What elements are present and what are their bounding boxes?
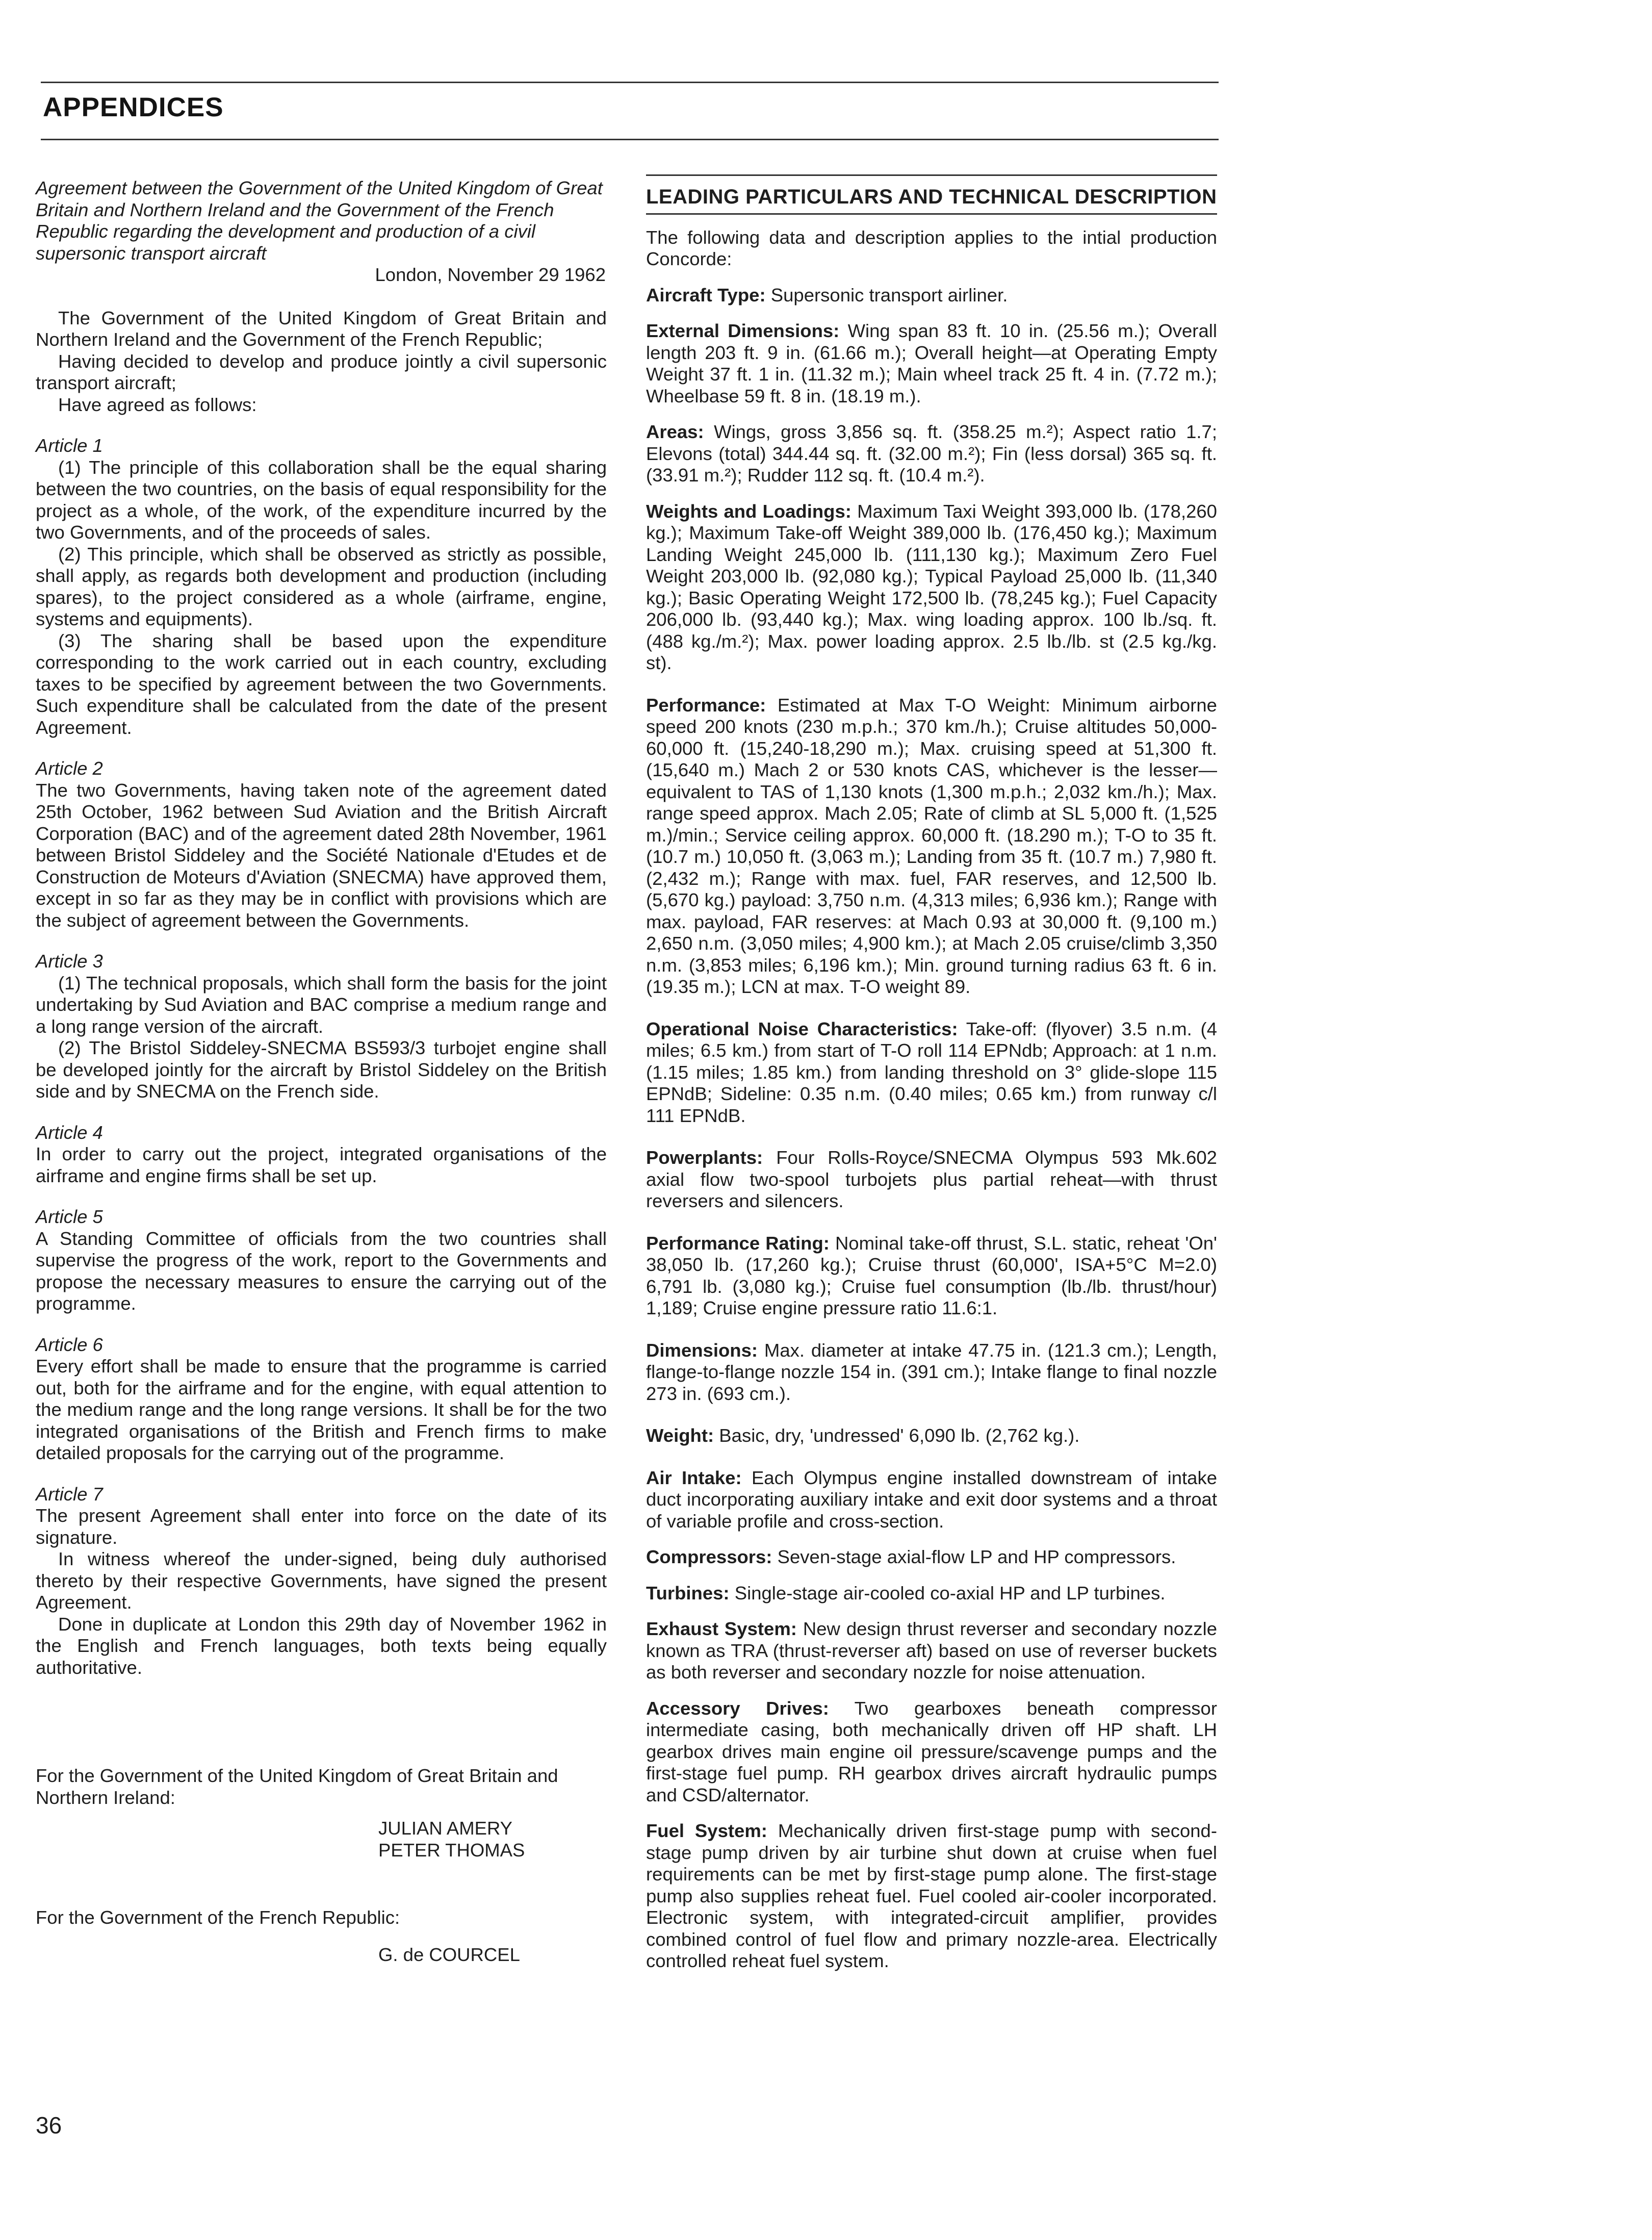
article-4 [36,1122,607,1187]
article-6 [36,1334,607,1464]
preamble-paragraph: Have agreed as follows: [58,394,257,415]
spec-label: External Dimensions: [646,320,840,341]
article-title: Article 7 [36,1483,103,1505]
article-1 [36,435,607,739]
spec-label: Weight: [646,1425,714,1446]
preamble-paragraph: Having decided to develop and produce jointly a civil supersonic transport aircraft; [36,350,607,393]
spec-label: Performance: [646,694,766,716]
spec-label: Fuel System: [646,1820,767,1841]
article-title: Article 3 [36,951,103,972]
agreement-title: Agreement between the Government of the United Kingdom of Great Britain and Northern Ireland and the Government of the French Republic regarding the development and production of a civil supersonic transport aircraft [36,177,603,264]
spec-label: Performance Rating: [646,1232,830,1254]
spec-dimensions [646,1340,1217,1405]
article-title: Article 4 [36,1122,103,1143]
spec-areas [646,421,1217,487]
article-5 [36,1206,607,1315]
signature-block-fr [36,1907,607,1966]
spec-air-intake [646,1467,1217,1533]
spec-text: Maximum Taxi Weight 393,000 lb. (178,260 kg.); Maximum Take-off Weight 389,000 lb. (176,450 kg.); Maximum Landing Weight 245,000 lb. (111,130 kg.); Maximum Zero Fuel Weight 203,000 lb. (92,080 kg.); Typical Payload 25,000 lb. (11,340 kg.); Basic Operating Weight 172,500 lb. (78,245 kg.); Fuel Capacity 206,000 lb. (93,440 kg.); Max. wing loading approx. 100 lb./sq. ft. (488 kg./m.²); Max. power loading approx. 2.5 lb./lb. st (2.5 kg./kg. st). [646,500,1217,673]
spec-label: Weights and Loadings: [646,500,851,522]
article-paragraph: A Standing Committee of officials from the two countries shall supervise the progress of the work, report to the Governments and propose the necessary measures to ensure the carrying out of the programme. [36,1228,607,1314]
spec-text: Seven-stage axial-flow LP and HP compressors. [777,1546,1176,1567]
spec-powerplants [646,1147,1217,1212]
article-paragraph: (1) The technical proposals, which shall form the basis for the joint undertaking by Sud Aviation and BAC comprise a medium range and a long range version of the aircraft. [36,972,607,1037]
top-rule [41,82,1219,83]
spec-label: Accessory Drives: [646,1697,829,1719]
article-title: Article 2 [36,758,103,779]
signatory-name: PETER THOMAS [378,1839,525,1861]
spec-text: Nominal take-off thrust, S.L. static, reheat 'On' 38,050 lb. (17,260 kg.); Cruise thrust (60,000', ISA+5°C M=2.0) 6,791 lb. (3,080 kg.); Cruise fuel consumption (lb./lb. thrust/hour) 1,189; Cruise engine pressure ratio 11.6:1. [646,1232,1217,1318]
section-heading: LEADING PARTICULARS AND TECHNICAL DESCRIPTION [646,174,1217,215]
article-2 [36,758,607,931]
spec-text: Single-stage air-cooled co-axial HP and LP turbines. [734,1582,1166,1603]
agreement-column [36,177,607,1966]
article-title: Article 5 [36,1206,103,1227]
spec-label: Turbines: [646,1582,730,1603]
spec-label: Compressors: [646,1546,772,1567]
title-rule [41,139,1219,140]
signatory-names-uk [378,1818,607,1861]
technical-column [646,174,1217,1972]
spec-label: Air Intake: [646,1467,742,1488]
article-title: Article 6 [36,1334,103,1355]
article-paragraph: (2) The Bristol Siddeley-SNECMA BS593/3 turbojet engine shall be developed jointly for the aircraft by Bristol Siddeley on the British side and by SNECMA on the French side. [36,1037,607,1102]
spec-weights [646,501,1217,674]
article-paragraph: (2) This principle, which shall be observed as strictly as possible, shall apply, as regards both development and production (including spares), to the project considered as a whole (airframe, engine, systems and equipments). [36,543,607,629]
spec-label: Powerplants: [646,1147,763,1168]
spec-text: Basic, dry, 'undressed' 6,090 lb. (2,762 kg.). [719,1425,1080,1446]
spec-aircraft-type [646,285,1217,307]
spec-text: Take-off: (flyover) 3.5 n.m. (4 miles; 6.5 km.) from start of T-O roll 114 EPNdb; Approach: at 1 n.m. (1.15 miles; 1.85 km.) from landing threshold on 3° glide-slope 115 EPNdB; Sideline: 0.35 n.m. (0.40 miles; 0.65 km.) from runway c/l 111 EPNdB. [646,1018,1218,1126]
spec-weight [646,1425,1217,1447]
spec-label: Operational Noise Characteristics: [646,1018,958,1039]
signatory-name: JULIAN AMERY [378,1818,513,1839]
spec-text: Supersonic transport airliner. [770,284,1008,306]
preamble-paragraph: The Government of the United Kingdom of Great Britain and Northern Ireland and the Government of the French Republic; [36,307,607,350]
spec-external-dimensions [646,320,1217,407]
page-number: 36 [36,2112,62,2139]
spec-text: Two gearboxes beneath compressor intermediate casing, both mechanically driven off HP shaft. LH gearbox drives main engine oil pressure/scavenge pumps and the first-stage fuel pump. RH gearbox drives aircraft hydraulic pumps and CSD/alternator. [646,1697,1218,1805]
spec-text: Max. diameter at intake 47.75 in. (121.3 cm.); Length, flange-to-flange nozzle 154 in. (391 cm.); Intake flange to final nozzle 273 in. (693 cm.). [646,1339,1217,1404]
spec-label: Dimensions: [646,1339,758,1361]
spec-text: New design thrust reverser and secondary nozzle known as TRA (thrust-reverser aft) based on use of reverser buckets as both reverser and secondary nozzle for noise attenuation. [646,1618,1217,1683]
article-paragraph: In witness whereof the under-signed, being duly authorised thereto by their respective Governments, have signed the present Agreement. [36,1548,607,1613]
spec-performance-rating [646,1233,1217,1319]
spec-performance [646,695,1217,998]
spec-exhaust-system [646,1618,1217,1684]
spec-fuel-system [646,1820,1217,1972]
spec-text: Four Rolls-Royce/SNECMA Olympus 593 Mk.602 axial flow two-spool turbojets plus partial reheat—with thrust reversers and silencers. [646,1147,1217,1211]
spec-text: Wing span 83 ft. 10 in. (25.56 m.); Overall length 203 ft. 9 in. (61.66 m.); Overall height—at Operating Empty Weight 37 ft. 1 in. (11.32 m.); Main wheel track 25 ft. 4 in. (7.72 m.); Wheelbase 59 ft. 8 in. (18.19 m.). [646,320,1217,406]
spec-text: Mechanically driven first-stage pump with second-stage pump driven by air turbine shut down at cruise when fuel requirements can be met by first-stage pump alone. The first-stage pump also supplies reheat fuel. Fuel cooled air-cooler incorporated. Electronic system, with integrated-circuit amplifier, provides combined control of fuel flow and primary nozzle-area. Electrically controlled reheat fuel system. [646,1820,1217,1971]
spec-label: Areas: [646,421,704,442]
spec-turbines [646,1583,1217,1605]
spec-text: Each Olympus engine installed downstream of intake duct incorporating auxiliary intake and exit door systems and a throat of variable profile and cross-section. [646,1467,1217,1532]
signatory-name: G. de COURCEL [378,1944,520,1965]
agreement-date: London, November 29 1962 [375,264,606,285]
technical-intro: The following data and description applies to the intial production Concorde: [646,226,1217,269]
spec-label: Aircraft Type: [646,284,766,306]
article-3 [36,951,607,1103]
article-7 [36,1484,607,1679]
article-paragraph: The two Governments, having taken note of the agreement dated 25th October, 1962 between Sud Aviation and the British Aircraft Corporation (BAC) and of the agreement dated 28th November, 1961 between Bristol Siddeley and the Société Nationale d'Etudes et de Construction de Moteurs d'Aviation (SNECMA) have approved them, except in so far as they may be in conflict with provisions which are the subject of agreement between the Governments. [36,779,607,931]
article-title: Article 1 [36,435,103,456]
article-paragraph: (1) The principle of this collaboration shall be the equal sharing between the two countries, on the basis of equal responsibility for the project as a whole, of the work, of the expenditure incurred by the two Governments, and of the proceeds of sales. [36,456,607,543]
article-paragraph: Every effort shall be made to ensure that the programme is carried out, both for the airframe and for the engine, with equal attention to the medium range and the long range versions. It shall be for the two integrated organisations of the British and French firms to make detailed proposals for the carrying out of the programme. [36,1356,607,1463]
page-title: APPENDICES [43,92,224,122]
spec-accessory-drives [646,1698,1217,1806]
article-paragraph: The present Agreement shall enter into force on the date of its signature. [36,1505,607,1548]
spec-text: Wings, gross 3,856 sq. ft. (358.25 m.²); Aspect ratio 1.7; Elevons (total) 344.44 sq. ft. (32.00 m.²); Fin (less dorsal) 365 sq. ft. (33.91 m.²); Rudder 112 sq. ft. (10.4 m.²). [646,421,1217,486]
article-paragraph: (3) The sharing shall be based upon the expenditure corresponding to the work carried out in each country, excluding taxes to be specified by agreement between the two Governments. Such expenditure shall be calculated from the date of the present Agreement. [36,630,607,738]
article-paragraph: Done in duplicate at London this 29th day of November 1962 in the English and French languages, both texts being equally authoritative. [36,1613,607,1678]
article-paragraph: In order to carry out the project, integrated organisations of the airframe and engine firms shall be set up. [36,1143,607,1186]
spec-label: Exhaust System: [646,1618,797,1639]
spec-text: Estimated at Max T-O Weight: Minimum airborne speed 200 knots (230 m.p.h.; 370 km./h.); Cruise altitudes 50,000-60,000 ft. (15,240-18,290 m.); Max. cruising speed at 51,300 ft. (15,640 m.) Mach 2 or 530 knots CAS, whichever is the lesser—equivalent to TAS of 1,130 knots (1,300 m.p.h.; 2,032 km./h.); Max. range speed approx. Mach 2.05; Rate of climb at SL 5,000 ft. (1,525 m.)/min.; Service ceiling approx. 60,000 ft. (18.290 m.); T-O to 35 ft. (10.7 m.) 10,050 ft. (3,063 m.); Landing from 35 ft. (10.7 m.) 7,980 ft. (2,432 m.); Range with max. fuel, FAR reserves, and 12,500 lb. (5,670 kg.) payload: 3,750 n.m. (4,313 miles; 6,936 km.); Range with max. payload, FAR reserves: at Mach 0.93 at 30,000 ft. (9,100 m.) 2,650 n.m. (3,050 miles; 4,900 km.); at Mach 2.05 cruise/climb 3,350 n.m. (3,853 miles; 6,196 km.); Min. ground turning radius 63 ft. 6 in. (19.35 m.); LCN at max. T-O weight 89. [646,694,1217,997]
signature-intro-fr: For the Government of the French Republic: [36,1907,400,1928]
signature-block-uk [36,1765,607,1861]
spec-compressors [646,1546,1217,1568]
signature-intro-uk: For the Government of the United Kingdom of Great Britain and Northern Ireland: [36,1765,558,1808]
spec-noise [646,1019,1217,1127]
